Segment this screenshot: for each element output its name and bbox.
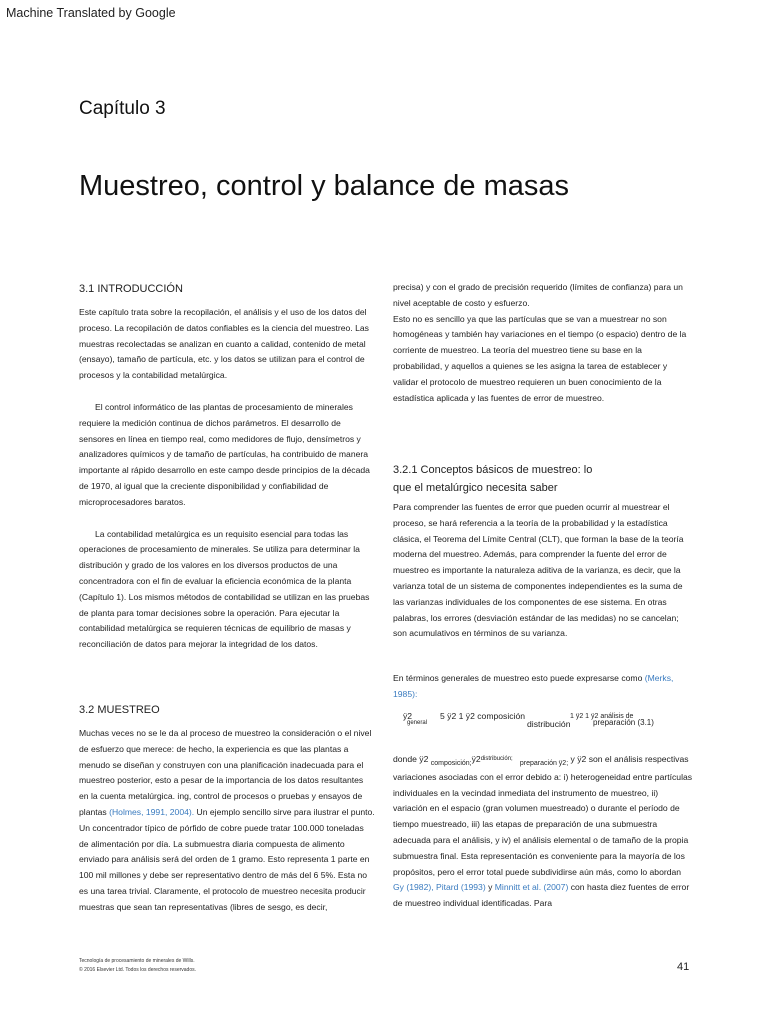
section-heading-introduccion: 3.1 INTRODUCCIÓN: [79, 283, 183, 295]
footer-line-1: Tecnología de procesamiento de minerales de Wills.: [79, 958, 195, 964]
citation-holmes[interactable]: (Holmes, 1991, 2004).: [109, 806, 195, 817]
subsection-heading-conceptos: [393, 461, 592, 497]
conceptos-body: [393, 500, 693, 642]
machine-translated-banner: Machine Translated by Google: [6, 6, 176, 20]
equation-lhs: ÿ2: [403, 711, 413, 721]
intro-paragraph-1: Este capítulo trata sobre la recopilación, el análisis y el uso de los datos del proceso. La recopilación de datos confiables es la ciencia del muestreo. Las muestras recolectadas se analizan en cuanto a calidad, contenido de metal (ensayo), tamaño de partícula, etc. y los datos se utilizan para el control de procesos y la contabilidad metalúrgica.: [79, 307, 369, 381]
donde-and: y: [485, 882, 495, 893]
muestreo-text-b: Un ejemplo sencillo sirve para ilustrar el punto. Un concentrador típico de pórfido de cobre puede tratar 100.000 toneladas de alimentación por día. La submuestra diaria compuesta de alimento enviado para análisis será del orden de 1 gramo. Esto representa 1 parte en 100 mil millones y debe ser representativo dentro de más del 6 5%. Esta no es una tarea trivial. Claramente, el protocolo de muestreo necesita producir muestras que sean tan representativas (libres de sesgo, es decir,: [79, 806, 375, 912]
subsection-heading-line-2: que el metalúrgico necesita saber: [393, 482, 558, 494]
equation-lhs-sub: general: [407, 720, 428, 726]
citation-merks[interactable]: (Merks, 1985):: [393, 673, 674, 699]
section-heading-muestreo: 3.2 MUESTREO: [79, 704, 160, 716]
general-terms-paragraph: [393, 671, 693, 703]
intro-paragraph-3: La contabilidad metalúrgica es un requisito esencial para todas las operaciones de procesamiento de minerales. Se utiliza para determinar la distribución y grado de los valores en los diversos productos de una concentradora con el fin de evaluar la eficiencia económica de la planta (Capítulo 1). Los mismos métodos de contabilidad se utilizan en las pruebas de planta para tomar decisiones sobre la operación. Para ejecutar la contabilidad metalúrgica se requieren técnicas de equilibrio de masas y reconciliación de datos para mejorar la integridad de los datos.: [79, 528, 370, 650]
general-text: En términos generales de muestreo esto puede expresarse como: [393, 673, 645, 683]
general-paragraph: [393, 671, 693, 703]
footer-copyright: [79, 957, 196, 975]
donde-text-c: y ÿ2 son el análisis respectivas variaciones asociadas con el error debido a: i) heterogeneidad entre partículas individuales en la vecindad inmediata del instrumento de muestreo, ii) variación en el espacio (gran volumen muestreado) o durante el período de tiempo muestreado, iii) las etapas de preparación de una submuestra adecuada para el análisis, y iv) el análisis elemental o de tamaño de la propia submuestra final. Esta representación es conveniente para la mayoría de los propósitos, pero el error total puede subdividirse aún más, como lo abordan: [393, 754, 693, 877]
right-column-top: [393, 280, 693, 406]
right-paragraph-2: Esto no es sencillo ya que las partículas que se van a muestrear no son homogéneas y también hay variaciones en el tiempo (o espacio) dentro de la corriente de muestreo. La teoría del muestreo tiene su base en la probabilidad, y aquellos a quienes se les asigna la tarea de establecer y validar el protocolo de muestreo requieren un buen conocimiento de la estadística aplicada y las fuentes de error de muestreo.: [393, 313, 687, 403]
subsection-heading-line-1: 3.2.1 Conceptos básicos de muestreo: lo: [393, 464, 593, 476]
intro-paragraph-2: El control informático de las plantas de procesamiento de minerales requiere la medición continua de dichos parámetros. El desarrollo de sensores en línea en tiempo real, como medidores de flujo, densímetros y analizadores químicos y de tamaño de partículas, ha contribuido de manera importante al rápido desarrollo en este campo desde principios de la década de 1970, al igual que la creciente disponibilidad y confiabilidad de microprocesadores baratos.: [79, 401, 370, 507]
equation-rhs-sub: preparación (3.1): [593, 718, 654, 727]
donde-sub-composicion: composición;: [430, 760, 472, 767]
donde-text-a: donde ÿ2: [393, 754, 429, 764]
right-paragraph-1: precisa) y con el grado de precisión requerido (límites de confianza) para un nivel aceptable de costo y esfuerzo.: [393, 282, 683, 308]
donde-sub-distribucion: distribución;: [480, 756, 513, 762]
donde-text-b: ÿ2: [471, 754, 481, 764]
donde-text: [393, 752, 693, 912]
donde-sub-preparacion: preparación ÿ2;: [519, 760, 569, 767]
muestreo-text-a: Muchas veces no se le da al proceso de muestreo la consideración o el nivel de esfuerzo que merece: de hecho, la experiencia es que las plantas a menudo se diseñan y construyen con una planificación inadecuada para el muestreo posterior, esto a pesar de la importancia de los datos resultantes en la cuenta metalúrgica. ing, control de procesos o pruebas y ensayos de plantas: [79, 728, 372, 817]
chapter-label: Capítulo 3: [79, 98, 166, 119]
citation-minnitt[interactable]: Minnitt et al. (2007): [494, 882, 569, 893]
footer-line-2: © 2016 Elsevier Ltd. Todos los derechos reservados.: [79, 967, 196, 973]
equation-mid: 5 ÿ2 1 ÿ2 composición: [440, 711, 526, 721]
citation-gy[interactable]: Gy (1982),: [393, 882, 434, 893]
equation-3-1: [403, 711, 703, 735]
donde-text-d: con hasta diez fuentes de error de muestreo individual identificadas. Para: [393, 882, 690, 909]
equation-mid-sub: distribución: [527, 719, 571, 729]
muestreo-body: [79, 726, 375, 916]
introduccion-body: [79, 305, 375, 653]
concepts-paragraph: Para comprender las fuentes de error que pueden ocurrir al muestrear el proceso, se hará referencia a la teoría de la probabilidad y la estadística clásica, el Teorema del Límite Central (CLT), que forman la base de la teoría moderna del muestreo. Además, para comprender la fuente del error de muestreo es importante la naturaleza aditiva de la varianza, es decir, que la varianza total de un sistema de componentes independientes es la suma de las varianzas individuales de los componentes de ese sistema. En otras palabras, los errores (desviación estándar de las medidas) no se cancelan; son acumulativos en términos de su varianza.: [393, 502, 684, 639]
muestreo-paragraph-1: [79, 726, 375, 916]
page-number: 41: [677, 961, 690, 973]
equation-rhs: 1 ÿ2 1 ÿ2 análisis de: [570, 713, 634, 720]
donde-paragraph: [393, 752, 693, 912]
chapter-title: Muestreo, control y balance de masas: [79, 170, 570, 202]
citation-pitard[interactable]: Pitard (1993): [436, 882, 486, 893]
